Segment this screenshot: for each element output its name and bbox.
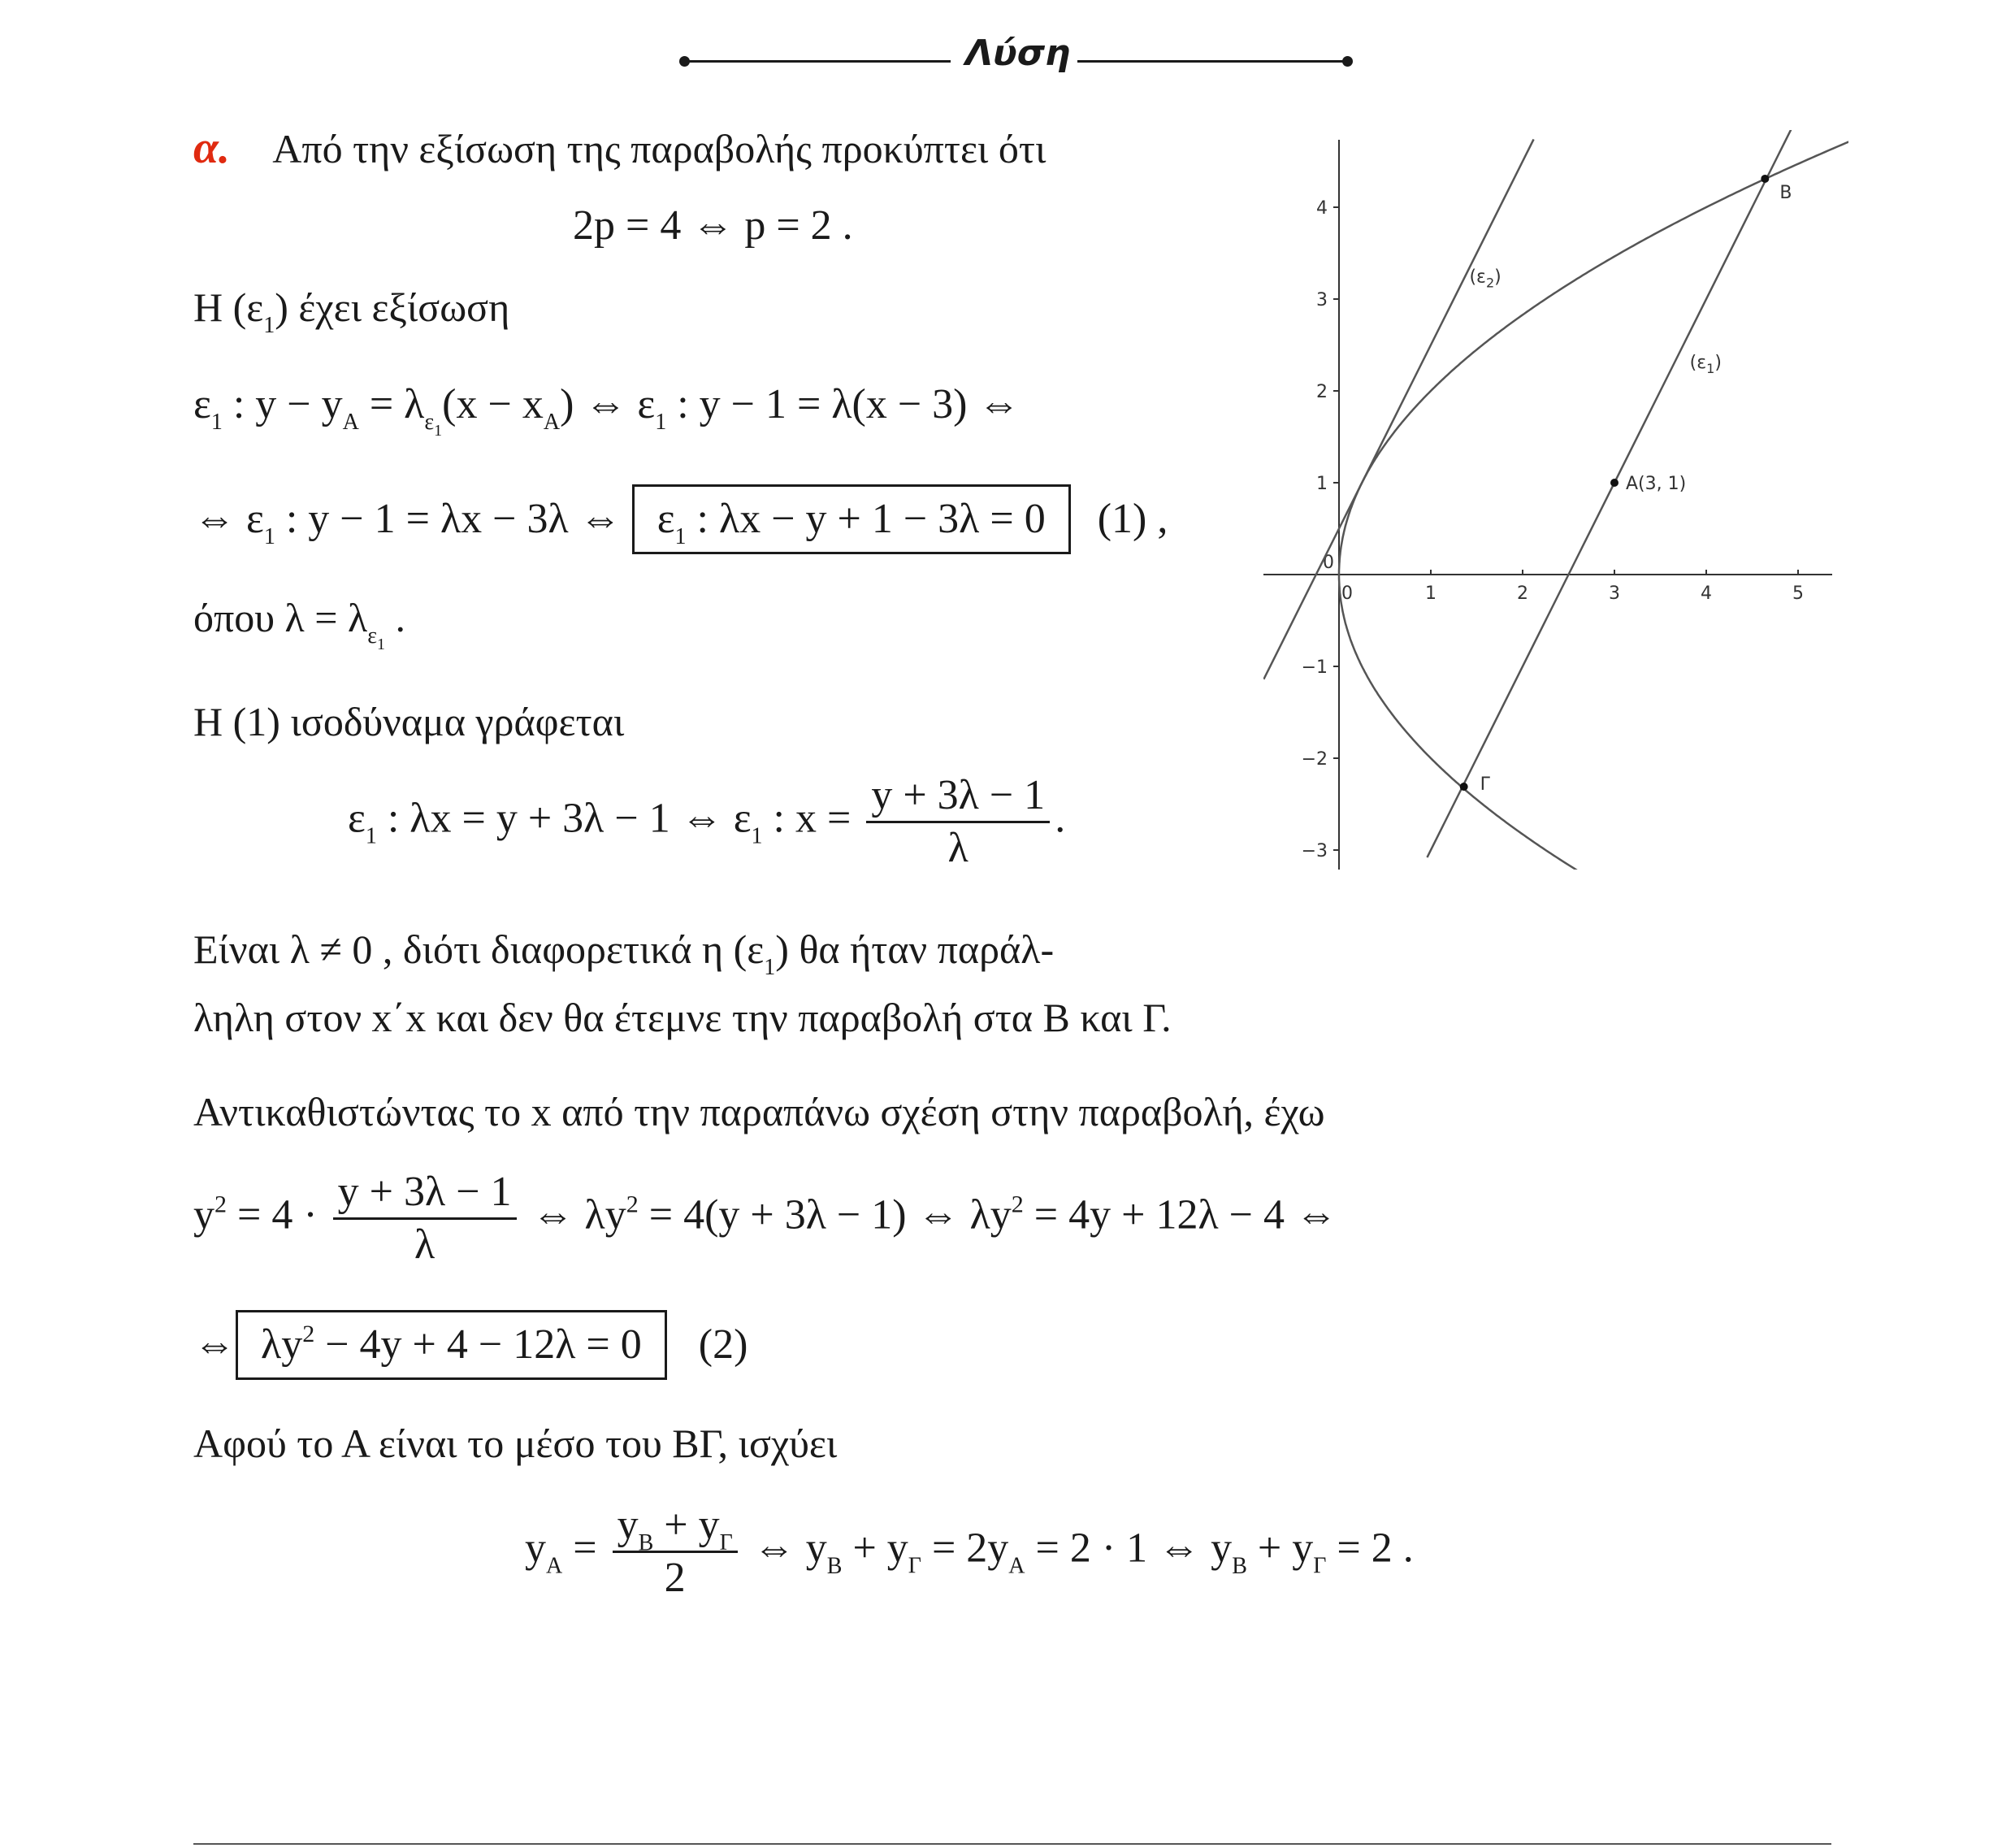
equation-substitution: $y^2 = 4$ · $\frac{y + 3\lambda - 1}{\lambda}$ ⇔ $\lambda y^2 = 4(y + 3\lambda - 1)$ ⇔ $\lambda y^2 = 4y + 12\lambda - 4$ ⇔ (193, 1169, 1337, 1268)
equation-label-1: (1) , (1097, 496, 1168, 542)
x-tick-label-3: 3 (1609, 583, 1620, 604)
line-3-start: Η (ε (193, 284, 264, 330)
fraction-midpoint-den: 2 (664, 1555, 686, 1601)
label-e1: $(\varepsilon_1)$ (1689, 352, 1722, 376)
x-tick-label-0: 0 (1341, 583, 1353, 604)
y-tick-label-1: 1 (1316, 474, 1328, 494)
y-tick-label-−3: −3 (1301, 841, 1328, 861)
line-11: Αντικαθιστώντας το x από την παραπάνω σχέση στην παραβολή, έχω (193, 1089, 1325, 1134)
point-label-B: B (1779, 182, 1792, 203)
fraction-sub: $\frac{y + 3\lambda - 1}{\lambda}$ (333, 1169, 517, 1269)
y-tick-label-2: 2 (1316, 382, 1328, 402)
line-9-start: Είναι λ ≠ 0 , διότι διαφορετικά η (ε (193, 926, 765, 972)
x-tick-label-2: 2 (1517, 583, 1528, 604)
line-3-end: ) έχει εξίσωση (275, 284, 510, 330)
point-label-G: Γ (1480, 774, 1490, 796)
equation-line-e1: $\varepsilon_1$ : $y - y_A = \lambda_{\varepsilon_1}(x - x_A)$ ⇔ $\varepsilon_1$ : y − 1 = λ(x − 3) ⇔ (193, 381, 1020, 440)
parabola-graph (1263, 130, 1848, 878)
y-tick-label-3: 3 (1316, 290, 1328, 310)
equation-midpoint: $y_A$ = $\frac{y_B + y_\Gamma}{2}$ ⇔ $y_B + y_\Gamma = 2y_A = 2 \cdot 1$ ⇔ $y_B + y_\Gamma = 2$ . (525, 1502, 1414, 1601)
title-rule-right (1077, 60, 1347, 63)
equation-p: 2p = 4 ⇔ p = 2 . (573, 202, 853, 249)
x-tick-label-1: 1 (1425, 583, 1436, 604)
boxed-equation-1: $\varepsilon_1$ : λx − y + 1 − 3λ = 0 (632, 484, 1071, 554)
origin-label: 0 (1323, 553, 1334, 573)
title-rule-left (684, 60, 951, 63)
y-tick-label-4: 4 (1316, 198, 1328, 219)
intro-text: Από την εξίσωση της παραβολής προκύπτει ότι (272, 126, 1046, 171)
fraction-denominator: λ (947, 825, 968, 871)
point-A (1610, 479, 1618, 487)
line-6-text: όπου λ = λ (193, 595, 368, 640)
point-G (1460, 783, 1468, 791)
line-7: Η (1) ισοδύναμα γράφεται (193, 699, 625, 744)
line-e1 (1427, 130, 1793, 857)
line-1 (193, 124, 1046, 173)
fraction-x (866, 772, 1050, 872)
point-B (1761, 175, 1769, 183)
line-6: όπου $\lambda = \lambda_{\varepsilon_1}$ . (193, 595, 405, 653)
part-label: α. (193, 123, 230, 173)
label-e2: $(\varepsilon_2)$ (1469, 267, 1502, 291)
fraction-midpoint: $\frac{y_B + y_\Gamma}{2}$ (613, 1502, 738, 1602)
footer-rule (193, 1843, 1831, 1845)
equation-label-2: (2) (698, 1321, 748, 1368)
line-3: Η $(\varepsilon_1)$ έχει εξίσωση (193, 284, 510, 338)
graph-axes (1263, 140, 1832, 870)
equation-quadratic: ⇔ $\lambda y^2 - 4y + 4 - 12\lambda = 0$ (2) (193, 1310, 748, 1380)
equation-line-e1-general: ⇔ $\varepsilon_1$ : y − 1 = λx − 3λ ⇔ $\varepsilon_1$ : λx − y + 1 − 3λ = 0 (1) , (193, 484, 1168, 554)
x-tick-label-4: 4 (1701, 583, 1712, 604)
equation-x-solved: $\varepsilon_1$ : λx = y + 3λ − 1 ⇔ $\varepsilon_1$ : x = $\frac{y + 3\lambda - 1}{\lambda}$ . (348, 772, 1066, 871)
line-9: Είναι λ ≠ 0 , διότι διαφορετικά η $(\varepsilon_1)$ θα ήταν παράλ- (193, 926, 1055, 980)
parabola-curve (1339, 130, 1848, 878)
line-9-end: ) θα ήταν παράλ- (775, 926, 1055, 972)
fraction-numerator: y + 3λ − 1 (866, 772, 1050, 823)
section-title: Λύση (965, 33, 1071, 74)
x-tick-label-5: 5 (1792, 583, 1804, 604)
y-tick-label-−1: −1 (1301, 657, 1328, 678)
y-tick-label-−2: −2 (1301, 749, 1328, 770)
line-e2 (1263, 139, 1533, 679)
boxed-equation-2: $\lambda y^2 - 4y + 4 - 12\lambda = 0$ (236, 1310, 667, 1380)
line-14: Αφού το Α είναι το μέσο του ΒΓ, ισχύει (193, 1421, 838, 1466)
point-label-A: A(3, 1) (1626, 474, 1687, 494)
line-10: ληλη στον x΄x και δεν θα έτεμνε την παραβολή στα Β και Γ. (193, 995, 1172, 1040)
title-dot-left (679, 56, 690, 67)
title-dot-right (1342, 56, 1353, 67)
